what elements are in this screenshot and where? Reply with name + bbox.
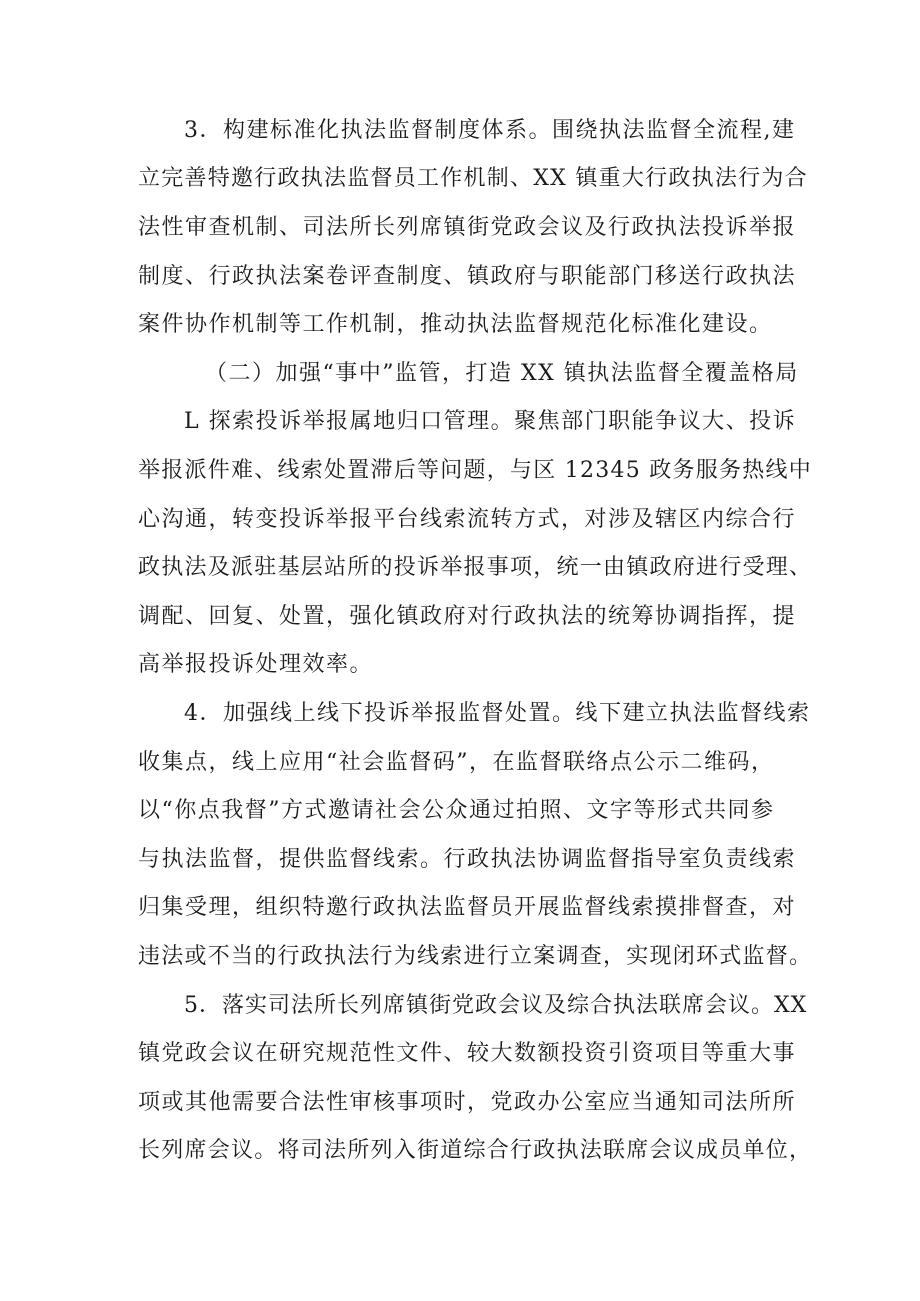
paragraph-4-line-3: 以“你点我督”方式邀请社会公众通过拍照、文字等形式共同参 [138, 798, 775, 823]
paragraph-5-line-3: 项或其他需要合法性审核事项时，党政办公室应当通知司法所所 [138, 1090, 797, 1115]
paragraph-1-line-4: 政执法及派驻基层站所的投诉举报事项，统一由镇政府进行受理、 [138, 555, 813, 580]
paragraph-3-line-5: 案件协作机制等工作机制，推动执法监督规范化标准化建设。 [138, 312, 773, 337]
paragraph-3-line-1: 3．构建标准化执法监督制度体系。围绕执法监督全流程,建 [184, 118, 796, 143]
paragraph-1-line-5: 调配、回复、处置，强化镇政府对行政执法的统筹协调指挥，提 [138, 604, 797, 629]
paragraph-1-line-3: 心沟通，转变投诉举报平台线索流转方式，对涉及辖区内综合行 [138, 507, 797, 532]
paragraph-1-line-2: 举报派件难、线索处置滞后等问题，与区 12345 政务服务热线中 [138, 458, 812, 483]
paragraph-5-line-4: 长列席会议。将司法所列入街道综合行政执法联席会议成员单位， [138, 1138, 813, 1163]
paragraph-4-line-4: 与执法监督，提供监督线索。行政执法协调监督指导室负责线索 [138, 847, 797, 872]
paragraph-5-line-2: 镇党政会议在研究规范性文件、较大数额投资引资项目等重大事 [138, 1041, 797, 1066]
paragraph-4-line-6: 违法或不当的行政执法行为线索进行立案调查，实现闭环式监督。 [138, 944, 813, 969]
paragraph-5-line-1: 5．落实司法所长列席镇街党政会议及综合执法联席会议。XX [184, 993, 808, 1018]
section-heading-2: （二）加强“事中”监管，打造 XX 镇执法监督全覆盖格局 [205, 361, 799, 386]
paragraph-4-line-5: 归集受理，组织特邀行政执法监督员开展监督线索摸排督查，对 [138, 895, 797, 920]
paragraph-3-line-2: 立完善特邀行政执法监督员工作机制、XX 镇重大行政执法行为合 [138, 166, 808, 191]
paragraph-1-line-1: L 探索投诉举报属地归口管理。聚焦部门职能争议大、投诉 [184, 409, 797, 434]
paragraph-4-line-1: 4．加强线上线下投诉举报监督处置。线下建立执法监督线索 [184, 701, 811, 726]
paragraph-4-line-2: 收集点，线上应用“社会监督码”，在监督联络点公示二维码， [138, 750, 775, 775]
paragraph-1-line-6: 高举报投诉处理效率。 [138, 652, 374, 677]
paragraph-3-line-3: 法性审查机制、司法所长列席镇街党政会议及行政执法投诉举报 [138, 215, 797, 240]
paragraph-3-line-4: 制度、行政执法案卷评查制度、镇政府与职能部门移送行政执法 [138, 264, 797, 289]
